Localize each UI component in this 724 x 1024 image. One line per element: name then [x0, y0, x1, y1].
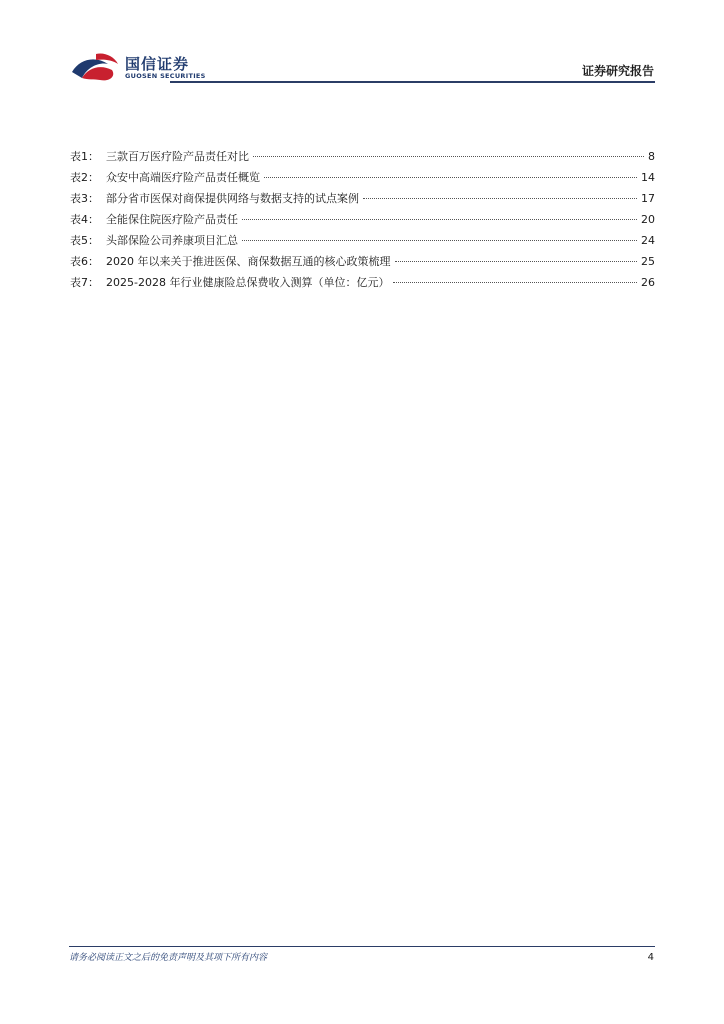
- toc-leader-dots: [393, 281, 637, 283]
- toc-entry-page: 26: [641, 276, 655, 289]
- toc-entry-title: 部分省市医保对商保提供网络与数据支持的试点案例: [106, 192, 359, 205]
- toc-entry-1[interactable]: [70, 150, 655, 171]
- toc-leader-dots: [242, 218, 637, 220]
- toc-entry-7[interactable]: [70, 276, 655, 297]
- toc-leader-dots: [253, 155, 644, 157]
- toc-entry-title: 2020 年以来关于推进医保、商保数据互通的核心政策梳理: [106, 255, 391, 268]
- logo-english-name: GUOSEN SECURITIES: [125, 72, 206, 80]
- toc-entry-page: 20: [641, 213, 655, 226]
- page-number: 4: [647, 952, 654, 963]
- toc-entry-label: 表5：: [70, 234, 99, 247]
- header-divider: [170, 81, 655, 83]
- guosen-logo-icon: [70, 50, 122, 86]
- toc-entry-title: 2025-2028 年行业健康险总保费收入测算（单位：亿元）: [106, 276, 390, 289]
- toc-entry-label: 表2：: [70, 171, 99, 184]
- toc-entry-title: 三款百万医疗险产品责任对比: [106, 150, 249, 163]
- toc-entry-label: 表3：: [70, 192, 99, 205]
- toc-entry-3[interactable]: [70, 192, 655, 213]
- toc-leader-dots: [242, 239, 637, 241]
- toc-leader-dots: [264, 176, 637, 178]
- toc-entry-title: 头部保险公司养康项目汇总: [106, 234, 238, 247]
- toc-entry-page: 8: [648, 150, 655, 163]
- toc-entry-5[interactable]: [70, 234, 655, 255]
- toc-entry-title: 全能保住院医疗险产品责任: [106, 213, 238, 226]
- disclaimer-text: 请务必阅读正文之后的免责声明及其项下所有内容: [69, 953, 268, 963]
- toc-entry-page: 17: [641, 192, 655, 205]
- footer-divider: [69, 946, 655, 947]
- toc-entry-6[interactable]: [70, 255, 655, 276]
- toc-entry-label: 表1：: [70, 150, 99, 163]
- page-header: [0, 0, 724, 90]
- report-type-label: 证券研究报告: [581, 64, 654, 78]
- toc-leader-dots: [395, 260, 638, 262]
- toc-leader-dots: [363, 197, 637, 199]
- toc-entry-page: 14: [641, 171, 655, 184]
- toc-entry-2[interactable]: [70, 171, 655, 192]
- toc-entry-label: 表4：: [70, 213, 99, 226]
- logo-chinese-name: 国信证券: [125, 55, 190, 73]
- toc-entry-title: 众安中高端医疗险产品责任概览: [106, 171, 260, 184]
- toc-entry-page: 24: [641, 234, 655, 247]
- toc-entry-page: 25: [641, 255, 655, 268]
- table-of-tables: [70, 150, 655, 297]
- toc-entry-label: 表7：: [70, 276, 99, 289]
- toc-entry-4[interactable]: [70, 213, 655, 234]
- toc-entry-label: 表6：: [70, 255, 99, 268]
